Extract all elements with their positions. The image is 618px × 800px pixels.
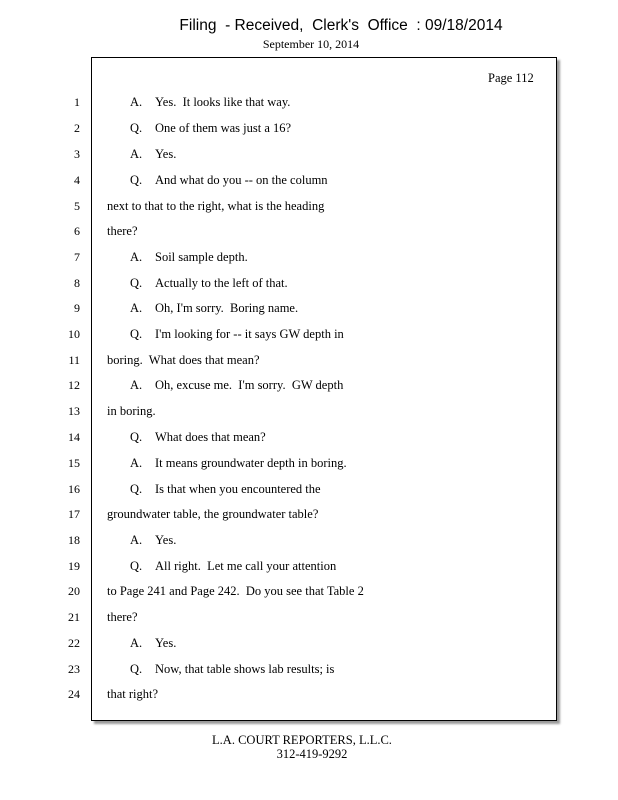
court-reporter-name: L.A. COURT REPORTERS, L.L.C. — [212, 733, 392, 747]
transcript-line — [130, 301, 298, 315]
line-text: Yes. — [155, 533, 177, 547]
line-number: 9 — [74, 301, 80, 315]
speaker-label: A. — [130, 636, 143, 650]
line-number: 11 — [68, 353, 80, 367]
transcript-line: there? — [107, 224, 138, 238]
transcript-line: in boring. — [107, 404, 156, 418]
line-number: 20 — [68, 584, 80, 598]
line-number: 24 — [68, 687, 80, 701]
line-text: Actually to the left of that. — [155, 276, 288, 290]
line-number: 3 — [74, 147, 80, 161]
speaker-label: A. — [130, 301, 143, 315]
line-text: One of them was just a 16? — [155, 121, 292, 135]
line-number: 12 — [68, 378, 80, 392]
line-text: Oh, I'm sorry. Boring name. — [155, 301, 299, 315]
transcript-line — [130, 636, 176, 650]
line-number: 23 — [68, 662, 80, 676]
transcript-line — [130, 482, 321, 496]
line-number: 18 — [68, 533, 80, 547]
line-number: 10 — [68, 327, 80, 341]
line-number: 1 — [74, 95, 80, 109]
line-text: Yes. It looks like that way. — [155, 95, 291, 109]
transcript-line — [130, 121, 291, 135]
line-text: Now, that table shows lab results; is — [155, 662, 335, 676]
line-text: Soil sample depth. — [155, 250, 248, 264]
speaker-label: A. — [130, 147, 143, 161]
line-text: And what do you -- on the column — [155, 173, 328, 187]
transcript-line — [130, 662, 334, 676]
line-number: 4 — [74, 173, 80, 187]
transcript-line: boring. What does that mean? — [107, 353, 260, 367]
line-number: 7 — [74, 250, 80, 264]
transcript-line — [130, 559, 336, 573]
transcript-line: to Page 241 and Page 242. Do you see that Table 2 — [107, 584, 364, 598]
line-number: 21 — [68, 610, 80, 624]
speaker-label: A. — [130, 378, 143, 392]
transcript-line — [130, 430, 266, 444]
speaker-label: Q. — [130, 559, 143, 573]
transcript-line: groundwater table, the groundwater table? — [107, 507, 319, 521]
transcript-line — [130, 276, 288, 290]
speaker-label: A. — [130, 250, 143, 264]
court-reporter-phone: 312-419-9292 — [276, 747, 348, 761]
line-number: 2 — [74, 121, 80, 135]
transcript-line — [130, 456, 347, 470]
transcript-line — [130, 95, 290, 109]
filing-stamp: Filing - Received, Clerk's Office : 09/18/2014 — [179, 17, 503, 34]
line-number: 17 — [68, 507, 80, 521]
line-number: 14 — [68, 430, 80, 444]
transcript-line — [130, 250, 248, 264]
line-number: 16 — [68, 482, 80, 496]
speaker-label: A. — [130, 95, 143, 109]
transcript-line — [130, 173, 328, 187]
transcript-line: that right? — [107, 687, 159, 701]
speaker-label: Q. — [130, 121, 143, 135]
line-text: All right. Let me call your attention — [155, 559, 337, 573]
line-number: 5 — [74, 199, 80, 213]
speaker-label: A. — [130, 533, 143, 547]
transcript-line — [130, 533, 176, 547]
line-number: 8 — [74, 276, 80, 290]
line-number: 13 — [68, 404, 80, 418]
transcript-line: next to that to the right, what is the heading — [107, 199, 325, 213]
line-number: 22 — [68, 636, 80, 650]
speaker-label: Q. — [130, 173, 143, 187]
transcript-line: there? — [107, 610, 138, 624]
page-number: Page 112 — [488, 71, 534, 85]
line-text: Is that when you encountered the — [155, 482, 321, 496]
line-number: 6 — [74, 224, 80, 238]
speaker-label: Q. — [130, 327, 143, 341]
speaker-label: Q. — [130, 662, 143, 676]
speaker-label: Q. — [130, 430, 143, 444]
line-text: It means groundwater depth in boring. — [155, 456, 347, 470]
line-number: 15 — [68, 456, 80, 470]
speaker-label: Q. — [130, 276, 143, 290]
transcript-line — [130, 147, 176, 161]
deposition-date: September 10, 2014 — [262, 37, 360, 51]
line-text: Yes. — [155, 147, 177, 161]
transcript-line — [130, 327, 344, 341]
line-text: Yes. — [155, 636, 177, 650]
transcript-line — [130, 378, 343, 392]
line-text: Oh, excuse me. I'm sorry. GW depth — [155, 378, 344, 392]
speaker-label: A. — [130, 456, 143, 470]
speaker-label: Q. — [130, 482, 143, 496]
line-text: What does that mean? — [155, 430, 266, 444]
line-number: 19 — [68, 559, 80, 573]
line-text: I'm looking for -- it says GW depth in — [155, 327, 344, 341]
